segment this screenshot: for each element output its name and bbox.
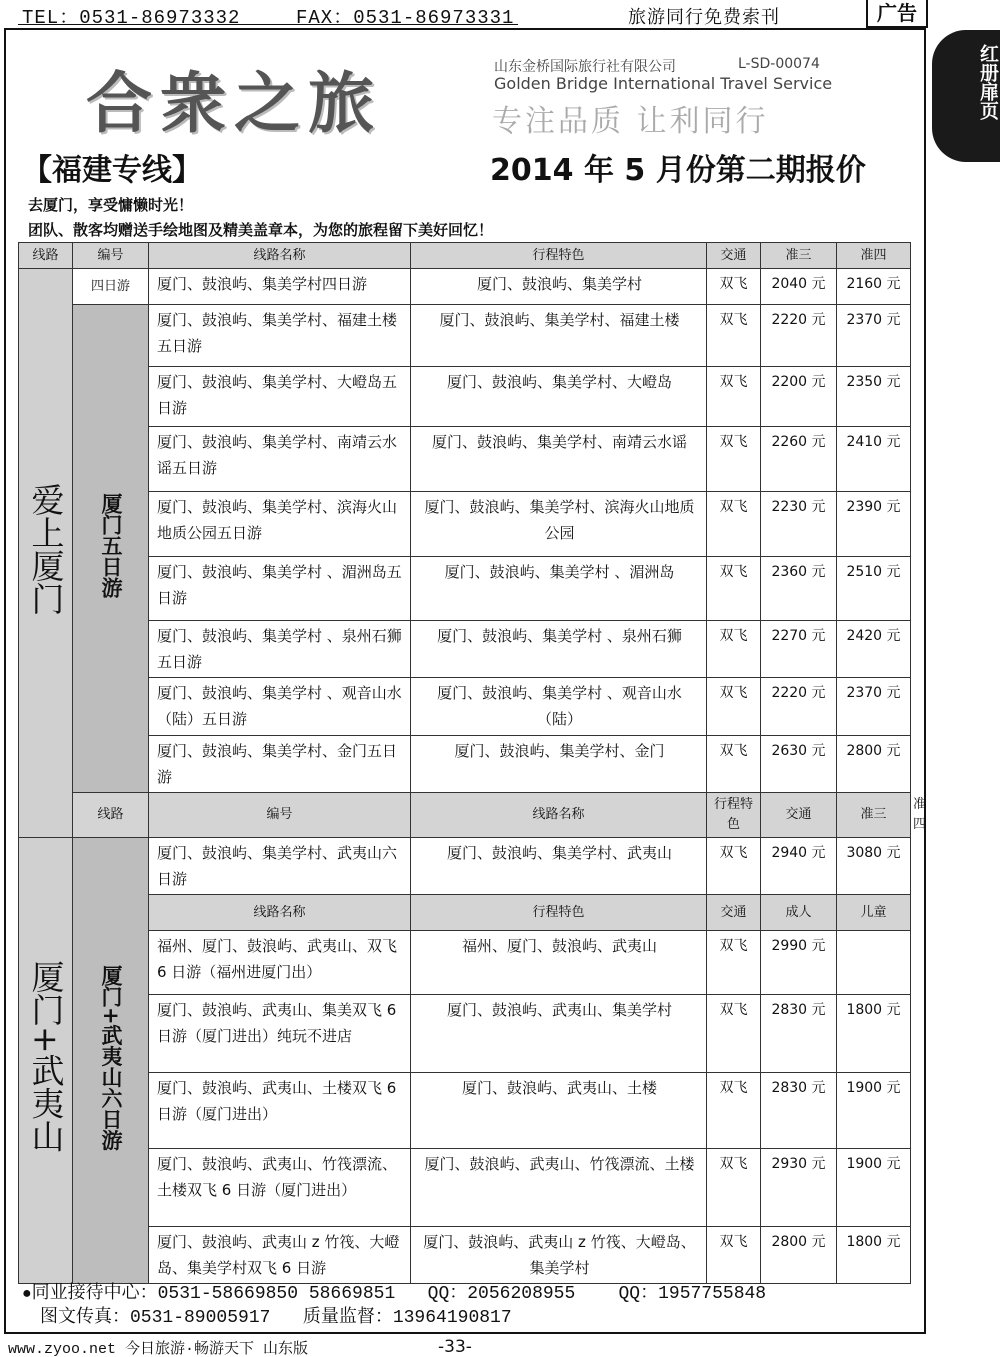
- price-4star: 2510 元: [837, 557, 911, 621]
- header-cell: 行程特色: [411, 243, 707, 269]
- fax-number: FAX：0531-86973331: [296, 7, 515, 29]
- footer: [0, 1335, 1000, 1357]
- code-label: 四日游: [73, 269, 149, 305]
- price-4star: 2420 元: [837, 621, 911, 678]
- price-table: [18, 242, 927, 1284]
- transport: 双飞: [707, 1227, 761, 1284]
- page-number: -33-: [438, 1337, 472, 1357]
- price-4star: 2350 元: [837, 367, 911, 427]
- route-name: 厦门、鼓浪屿、集美学村 、泉州石狮五日游: [149, 621, 411, 678]
- price-3star: 2270 元: [761, 621, 837, 678]
- table-row: [19, 557, 911, 621]
- table-row: [19, 427, 911, 492]
- price-3star: 2630 元: [761, 736, 837, 793]
- price-3star: 2200 元: [761, 367, 837, 427]
- header-cell: 线路名称: [149, 895, 411, 931]
- table-row: [19, 367, 911, 427]
- price-child: 1800 元: [837, 995, 911, 1073]
- table-row: [19, 1073, 911, 1149]
- transport: 双飞: [707, 269, 761, 305]
- ad-label: 广告: [866, 0, 928, 28]
- route-name: 厦门、鼓浪屿、集美学村、滨海火山地质公园五日游: [149, 492, 411, 557]
- header-cell: 交通: [761, 793, 837, 838]
- code-text: 厦门+武夷山六日游: [99, 964, 123, 1151]
- price-adult: 2990 元: [761, 931, 837, 995]
- top-bar: [0, 0, 1000, 29]
- contact-line-1: [22, 1278, 766, 1304]
- bullet-icon: ●: [22, 1285, 32, 1303]
- transport: 双飞: [707, 492, 761, 557]
- route-name: 福州、厦门、鼓浪屿、武夷山、双飞 6 日游（福州进厦门出）: [149, 931, 411, 995]
- code-label: [73, 305, 149, 793]
- table-row: [19, 736, 911, 793]
- price-3star: 2360 元: [761, 557, 837, 621]
- company-name-en: Golden Bridge International Travel Service: [494, 74, 833, 93]
- route-feature: 厦门、鼓浪屿、集美学村、大嶝岛: [411, 367, 707, 427]
- company-logo: 合衆之旅: [86, 64, 382, 142]
- price-4star: 2370 元: [837, 678, 911, 736]
- table-row: [19, 931, 911, 995]
- route-feature: 厦门、鼓浪屿、武夷山、集美学村: [411, 995, 707, 1073]
- route-label: [19, 838, 73, 1284]
- intro-line-1: 去厦门，享受慵懒时光！: [28, 196, 194, 214]
- route-feature: 厦门、鼓浪屿、武夷山、土楼: [411, 1073, 707, 1149]
- header-cell: 准三: [837, 793, 911, 838]
- table-row: [19, 621, 911, 678]
- route-feature: 厦门、鼓浪屿、武夷山、竹筏漂流、土楼: [411, 1149, 707, 1227]
- header-cell: 线路: [73, 793, 149, 838]
- price-4star: 2370 元: [837, 305, 911, 367]
- route-feature: 厦门、鼓浪屿、集美学村 、湄洲岛: [411, 557, 707, 621]
- license-code: L-SD-00074: [738, 56, 820, 72]
- period-title: 2014 年 5 月份第二期报价: [490, 153, 866, 188]
- table-row: [19, 1227, 911, 1284]
- code-text: 厦门五日游: [99, 493, 123, 598]
- price-child: 1900 元: [837, 1149, 911, 1227]
- route-feature: 福州、厦门、鼓浪屿、武夷山: [411, 931, 707, 995]
- transport: 双飞: [707, 678, 761, 736]
- code-label: [73, 838, 149, 1284]
- price-4star: 2390 元: [837, 492, 911, 557]
- price-child: 1900 元: [837, 1073, 911, 1149]
- table-header: [19, 243, 911, 269]
- contact-line-2: 图文传真：0531-89005917 质量监督：13964190817: [40, 1308, 512, 1328]
- header-cell: 准四: [837, 243, 911, 269]
- price-3star: 2230 元: [761, 492, 837, 557]
- transport: 双飞: [707, 621, 761, 678]
- header-cell: 线路: [19, 243, 73, 269]
- header-cell: 行程特色: [707, 793, 761, 838]
- price-child: 1800 元: [837, 1227, 911, 1284]
- route-text: 爱上厦门: [26, 482, 66, 615]
- route-name: 厦门、鼓浪屿、集美学村、南靖云水谣五日游: [149, 427, 411, 492]
- header-cell: 儿童: [837, 895, 911, 931]
- price-adult: 2930 元: [761, 1149, 837, 1227]
- price-3star: 2940 元: [761, 838, 837, 895]
- transport: 双飞: [707, 305, 761, 367]
- header-cell: 编号: [149, 793, 411, 838]
- price-4star: 2410 元: [837, 427, 911, 492]
- route-feature: 厦门、鼓浪屿、集美学村、福建土楼: [411, 305, 707, 367]
- route-feature: 厦门、鼓浪屿、集美学村 、观音山水（陆）: [411, 678, 707, 736]
- route-feature: 厦门、鼓浪屿、武夷山 z 竹筏、大嶝岛、集美学村: [411, 1227, 707, 1284]
- transport: 双飞: [707, 367, 761, 427]
- route-name: 厦门、鼓浪屿、集美学村、武夷山六日游: [149, 838, 411, 895]
- transport: 双飞: [707, 557, 761, 621]
- header-cell: 线路名称: [411, 793, 707, 838]
- tel-number: TEL：0531-86973332: [22, 7, 241, 29]
- price-adult: 2800 元: [761, 1227, 837, 1284]
- price-child: [837, 931, 911, 995]
- route-label: [19, 269, 73, 838]
- header-cell: 线路名称: [149, 243, 411, 269]
- company-name-cn: 山东金桥国际旅行社有限公司: [494, 59, 676, 75]
- route-name: 厦门、鼓浪屿、集美学村、大嶝岛五日游: [149, 367, 411, 427]
- price-3star: 2260 元: [761, 427, 837, 492]
- footer-site[interactable]: www.zyoo.net 今日旅游·畅游天下 山东版: [8, 1341, 309, 1357]
- route-name: 厦门、鼓浪屿、集美学村 、湄洲岛五日游: [149, 557, 411, 621]
- route-feature: 厦门、鼓浪屿、集美学村、金门: [411, 736, 707, 793]
- route-feature: 厦门、鼓浪屿、集美学村、南靖云水谣: [411, 427, 707, 492]
- side-tab: [932, 30, 1000, 162]
- company-slogan: 专注品质 让利同行: [492, 104, 769, 139]
- price-3star: 2220 元: [761, 305, 837, 367]
- table-row: [19, 492, 911, 557]
- table-row: [19, 678, 911, 736]
- header-cell: 行程特色: [411, 895, 707, 931]
- transport: 双飞: [707, 838, 761, 895]
- table-header: [19, 895, 911, 931]
- route-name: 厦门、鼓浪屿、集美学村四日游: [149, 269, 411, 305]
- route-name: 厦门、鼓浪屿、集美学村、金门五日游: [149, 736, 411, 793]
- route-name: 厦门、鼓浪屿、集美学村 、观音山水（陆）五日游: [149, 678, 411, 736]
- section-title: 【福建专线】: [22, 153, 202, 188]
- transport: 双飞: [707, 1073, 761, 1149]
- top-underline: [18, 24, 518, 25]
- route-text: 厦门+武夷山: [26, 959, 66, 1153]
- contact-text: 同业接待中心：0531-58669850 58669851 QQ：2056208955 QQ：1957755848: [31, 1284, 767, 1304]
- header-cell: 交通: [707, 895, 761, 931]
- route-name: 厦门、鼓浪屿、武夷山、土楼双飞 6 日游（厦门进出）: [149, 1073, 411, 1149]
- route-feature: 厦门、鼓浪屿、集美学村 、泉州石狮: [411, 621, 707, 678]
- transport: 双飞: [707, 1149, 761, 1227]
- table-row: [19, 269, 911, 305]
- index-label: 旅游同行免费索刊: [628, 7, 780, 28]
- price-adult: 2830 元: [761, 1073, 837, 1149]
- table-header: 线路 编号 线路名称 行程特色 交通 准三 准四: [19, 793, 911, 838]
- table-row: [19, 995, 911, 1073]
- price-3star: 2040 元: [761, 269, 837, 305]
- table-row: [19, 305, 911, 367]
- price-4star: 3080 元: [837, 838, 911, 895]
- table-row: [19, 1149, 911, 1227]
- route-name: 厦门、鼓浪屿、武夷山 z 竹筏、大嶝岛、集美学村双飞 6 日游: [149, 1227, 411, 1284]
- route-name: 厦门、鼓浪屿、武夷山、集美双飞 6 日游（厦门进出）纯玩不进店: [149, 995, 411, 1073]
- intro-line-2: 团队、散客均赠送手绘地图及精美盖章本，为您的旅程留下美好回忆！: [28, 221, 494, 239]
- route-name: 厦门、鼓浪屿、集美学村、福建土楼五日游: [149, 305, 411, 367]
- header-cell: 交通: [707, 243, 761, 269]
- price-3star: 2220 元: [761, 678, 837, 736]
- route-feature: 厦门、鼓浪屿、集美学村、武夷山: [411, 838, 707, 895]
- transport: 双飞: [707, 931, 761, 995]
- side-tab-label: 红册扉页: [977, 44, 999, 120]
- header-cell: 准三: [761, 243, 837, 269]
- route-name: 厦门、鼓浪屿、武夷山、竹筏漂流、土楼双飞 6 日游（厦门进出）: [149, 1149, 411, 1227]
- route-feature: 厦门、鼓浪屿、集美学村、滨海火山地质公园: [411, 492, 707, 557]
- route-feature: 厦门、鼓浪屿、集美学村: [411, 269, 707, 305]
- header-cell: 编号: [73, 243, 149, 269]
- price-4star: 2160 元: [837, 269, 911, 305]
- transport: 双飞: [707, 736, 761, 793]
- transport: 双飞: [707, 995, 761, 1073]
- transport: 双飞: [707, 427, 761, 492]
- price-adult: 2830 元: [761, 995, 837, 1073]
- table-row: [19, 838, 911, 895]
- header-cell: 成人: [761, 895, 837, 931]
- price-4star: 2800 元: [837, 736, 911, 793]
